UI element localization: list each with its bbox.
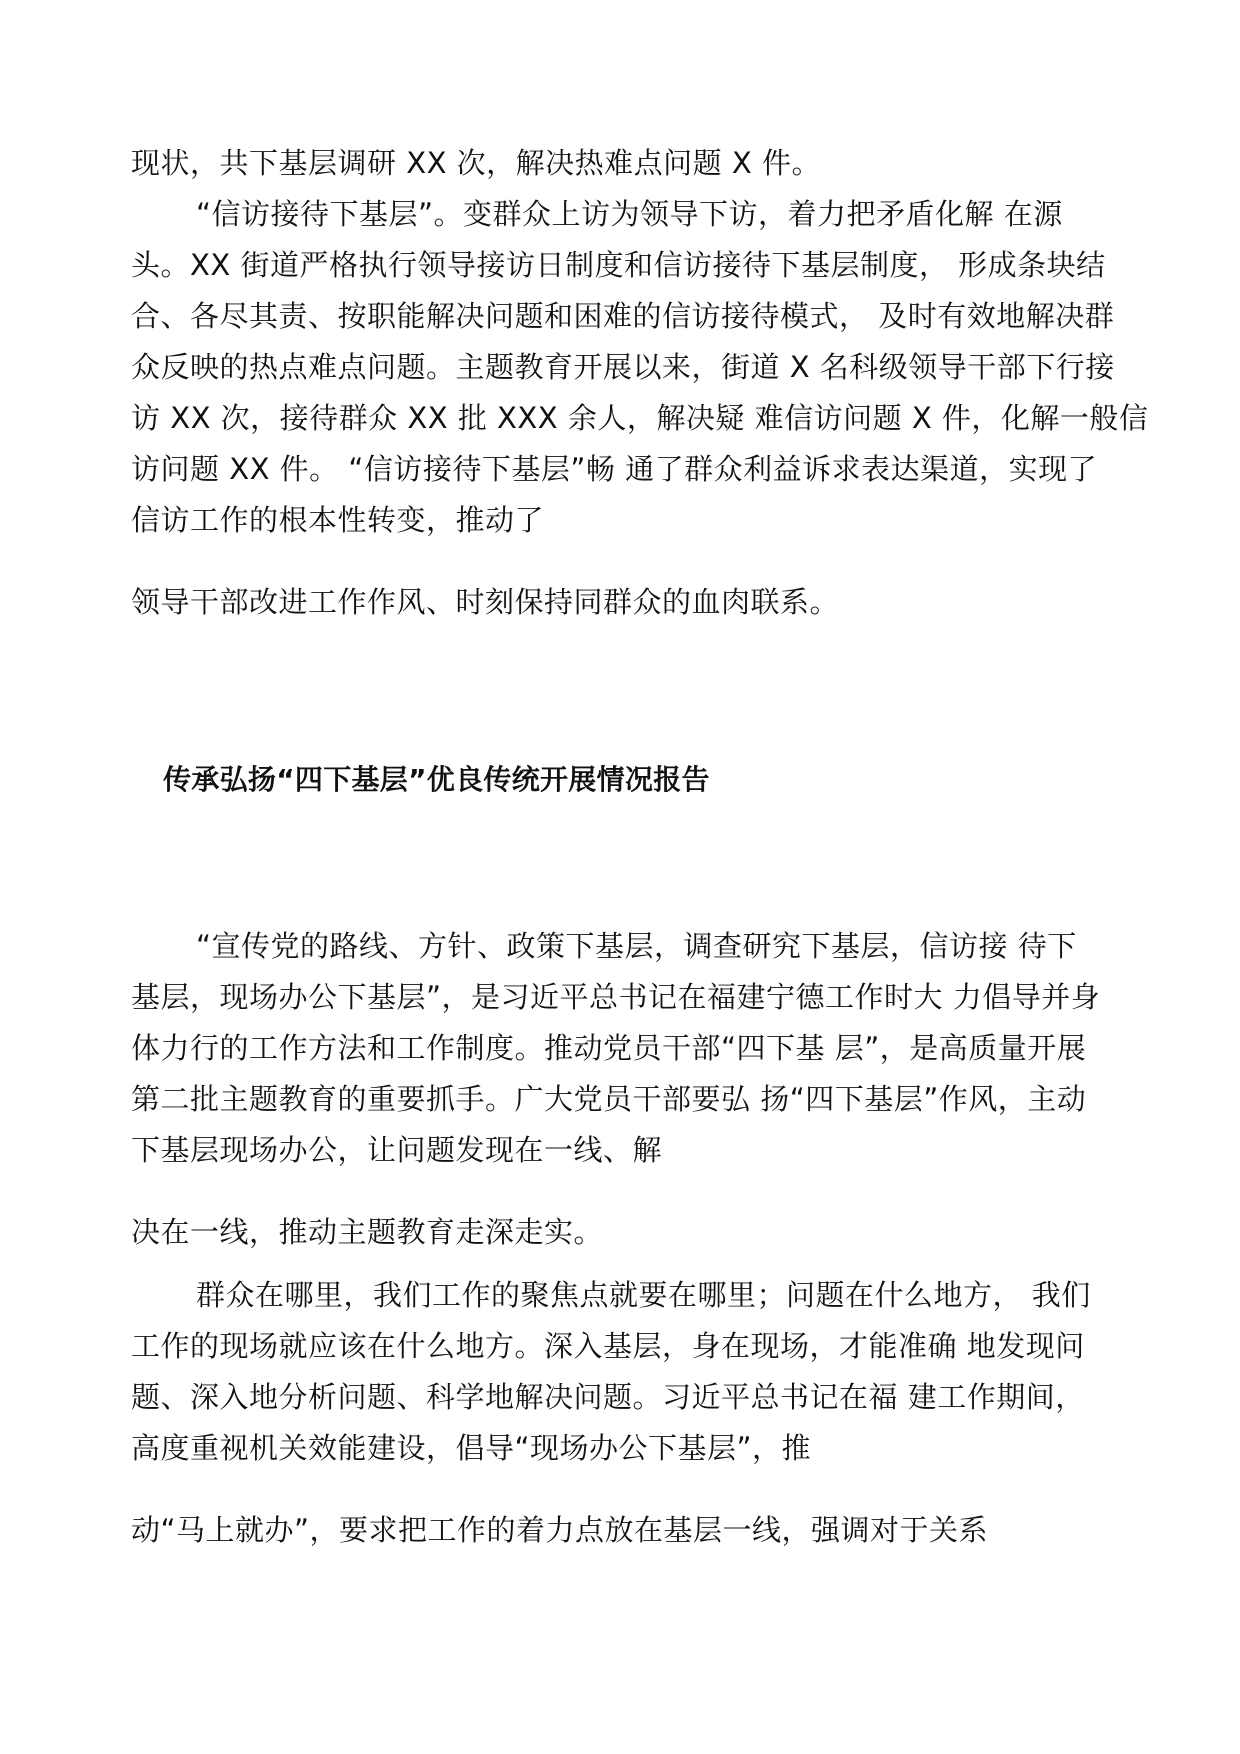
text-line: “宣传党的路线、方针、政策下基层，调查研究下基层，信访接 待下 xyxy=(196,929,1077,963)
text-line: 领导干部改进工作作风、时刻保持同群众的血肉联系。 xyxy=(131,585,840,619)
text-line: “信访接待下基层”。变群众上访为领导下访，着力把矛盾化解 在源 xyxy=(196,197,1063,231)
report-title: 传承弘扬“四下基层”优良传统开展情况报告 xyxy=(163,763,710,796)
text-line: 决在一线，推动主题教育走深走实。 xyxy=(131,1215,604,1249)
text-line: 题、深入地分析问题、科学地解决问题。习近平总书记在福 建工作期间， xyxy=(131,1380,1085,1414)
text-line: 头。XX 街道严格执行领导接访日制度和信访接待下基层制度， 形成条块结 xyxy=(131,248,1106,282)
text-line: 工作的现场就应该在什么地方。深入基层，身在现场，才能准确 地发现问 xyxy=(131,1329,1085,1363)
text-line: 现状，共下基层调研 XX 次，解决热难点问题 X 件。 xyxy=(131,146,821,180)
text-line: 基层，现场办公下基层”，是习近平总书记在福建宁德工作时大 力倡导并身 xyxy=(131,980,1101,1014)
text-line: 动“马上就办”，要求把工作的着力点放在基层一线，强调对于关系 xyxy=(131,1513,989,1547)
text-line: 体力行的工作方法和工作制度。推动党员干部“四下基 层”，是高质量开展 xyxy=(131,1031,1087,1065)
text-line: 访 XX 次，接待群众 XX 批 XXX 余人，解决疑 难信访问题 X 件，化解一般信 xyxy=(131,401,1149,435)
text-line: 众反映的热点难点问题。主题教育开展以来，街道 X 名科级领导干部下行接 xyxy=(131,350,1115,384)
text-line: 下基层现场办公，让问题发现在一线、解 xyxy=(131,1133,663,1167)
text-line: 第二批主题教育的重要抓手。广大党员干部要弘 扬“四下基层”作风，主动 xyxy=(131,1082,1087,1116)
text-line: 信访工作的根本性转变，推动了 xyxy=(131,503,545,537)
text-line: 合、各尽其责、按职能解决问题和困难的信访接待模式， 及时有效地解决群 xyxy=(131,299,1115,333)
text-line: 群众在哪里，我们工作的聚焦点就要在哪里；问题在什么地方， 我们 xyxy=(196,1278,1091,1312)
text-line: 访问题 XX 件。 “信访接待下基层”畅 通了群众利益诉求表达渠道，实现了 xyxy=(131,452,1098,486)
text-line: 高度重视机关效能建设，倡导“现场办公下基层”，推 xyxy=(131,1431,812,1465)
